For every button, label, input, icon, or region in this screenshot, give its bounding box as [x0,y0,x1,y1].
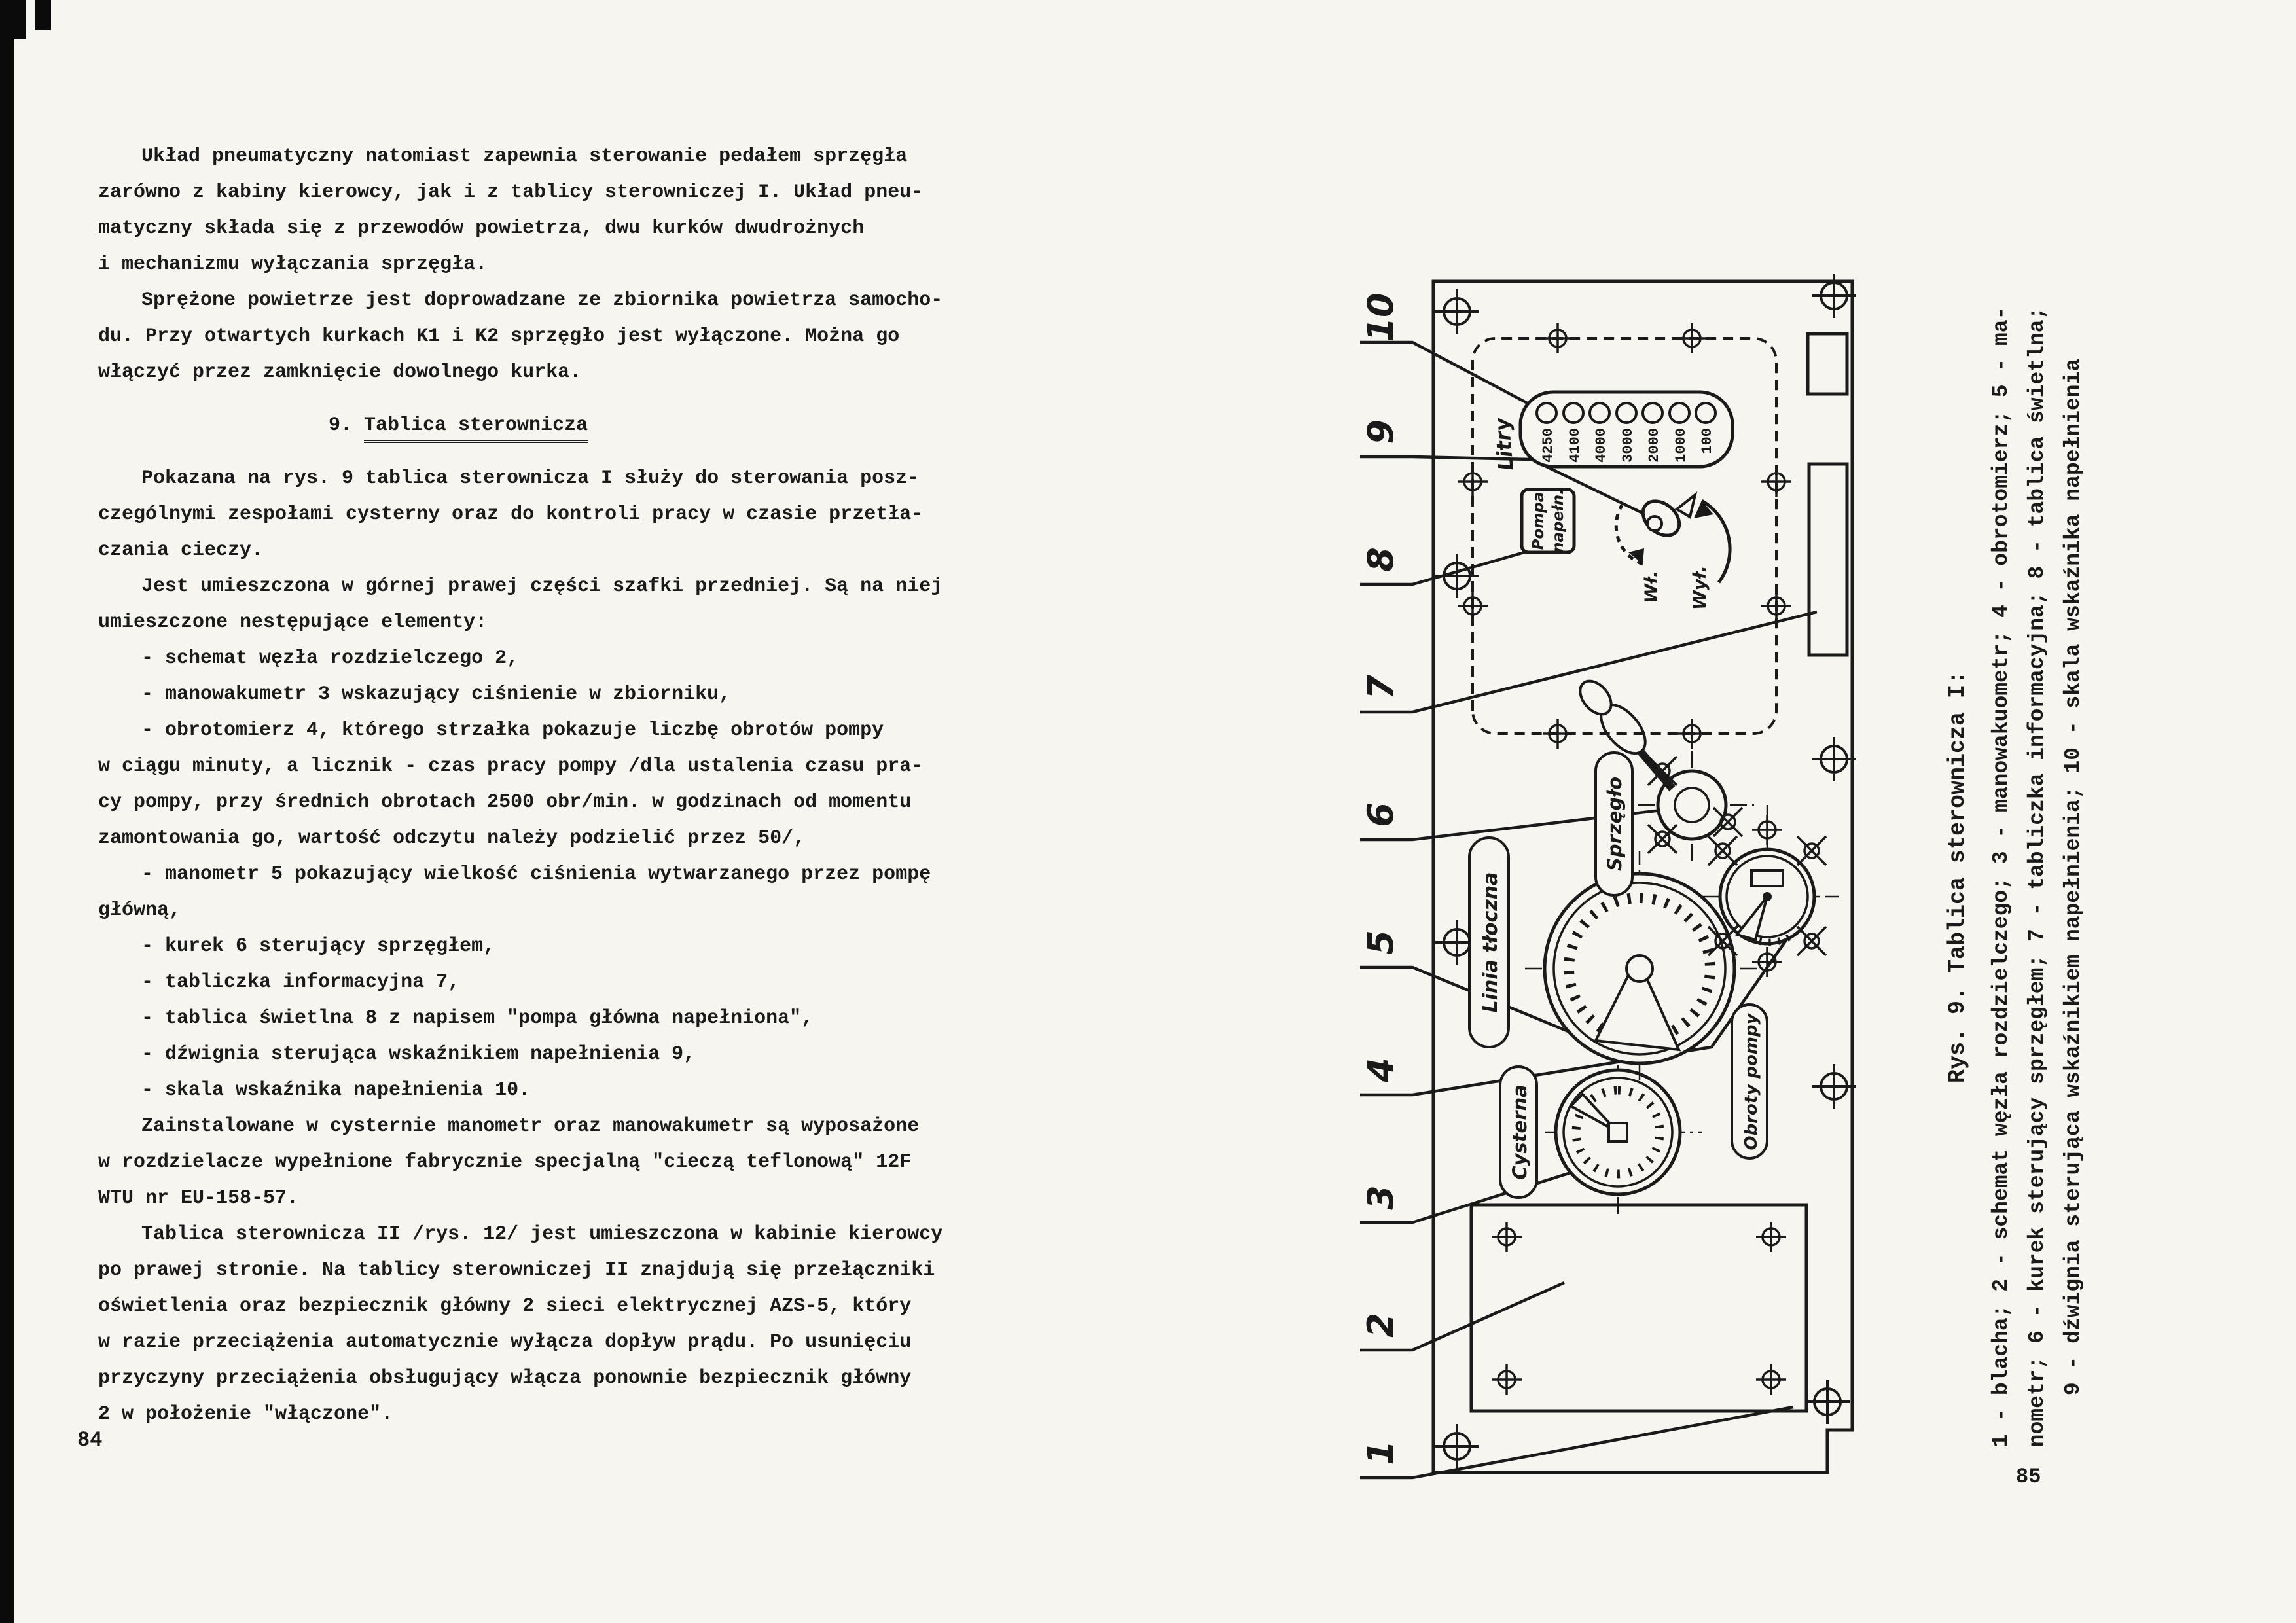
text-line: w rozdzielacze wypełnione fabrycznie specjalną "cieczą teflonową" 12F [98,1151,912,1173]
text-line: przyczyny przeciążenia obsługujący włącza ponownie bezpiecznik główny [98,1367,912,1389]
callout-4: 4 [1360,1058,1401,1082]
page-number-left: 84 [77,1428,103,1452]
tank-gauge-label: Cysterna [1509,1084,1531,1180]
callout-2: 2 [1360,1313,1401,1338]
text-line: - obrotomierz 4, którego strzałka pokazuje liczbę obrotów pompy [141,719,884,741]
rpm-counter-window [1751,870,1783,886]
text-line: główną, [98,899,181,921]
callout-9: 9 [1360,419,1401,444]
caption-line2: nometr; 6 - kurek sterujący sprzęgłem; 7 - tabliczka informacyjna; 8 - tablica świetlna; [2025,306,2049,1448]
clutch-label: Sprzęgło [1604,776,1626,872]
text-line: - manometr 5 pokazujący wielkość ciśnienia wytwarzanego przez pompę [141,863,931,885]
small-plate [1808,334,1847,394]
text-line: Sprężone powietrze jest doprowadzane ze zbiornika powietrza samocho- [141,289,943,312]
text-line: włączyć przez zamknięcie dowolnego kurka. [98,361,582,383]
callout-6: 6 [1360,802,1401,827]
scan-binding-bar [0,0,14,1623]
light-box-line2: napełn. [1550,489,1567,553]
callout-1: 1 [1360,1440,1401,1465]
rpm-gauge-label: Obroty pompy [1742,1013,1761,1150]
tank-gauge-group [1500,1047,1702,1214]
caption-line1: 1 - blacha; 2 - schemat węzła rozdzielczego; 3 - manowakuometr; 4 - obrotomierz; 5 - ma- [1989,306,2013,1448]
text-line: w ciągu minuty, a licznik - czas pracy pompy /dla ustalenia czasu pra- [98,755,924,777]
figure-rotated-container [1335,190,2153,1564]
pump-filled-light-box [1522,489,1574,553]
text-line: Zainstalowane w cysternie manometr oraz manowakumetr są wyposażone [141,1115,920,1137]
discharge-gauge-label: Linia tłoczna [1479,872,1502,1013]
scan-corner-mark [0,0,26,39]
fill-indicator-lever-group [1616,494,1730,610]
page-number-right: 85 [2016,1465,2041,1489]
text-line: - tablica świetlna 8 z napisem "pompa główna napełniona", [141,1007,814,1029]
lamp-value-2: 4100 [1567,428,1583,463]
callout-numbers [1360,293,1401,1465]
text-line: po prawej stronie. Na tablicy sterowniczej II znajdują się przełączniki [98,1259,935,1281]
text-line: 2 w położenie "włączone". [98,1403,393,1425]
lever-on-label: Wł. [1641,570,1662,603]
lamp-value-3: 4000 [1593,428,1609,463]
text-line: czania cieczy. [98,539,264,562]
text-line: WTU nr EU-158-57. [98,1187,299,1209]
callout-8: 8 [1360,547,1401,572]
text-line: Tablica sterownicza II /rys. 12/ jest umieszczona w kabinie kierowcy [141,1223,943,1245]
callout-10: 10 [1360,293,1401,342]
light-box-line1: Pompa [1530,491,1547,550]
callout-3: 3 [1360,1185,1401,1210]
text-line: matyczny składa się z przewodów powietrza, dwu kurków dwudrożnych [98,217,865,240]
schematic-plate-screws [1492,1222,1786,1395]
lamp-value-5: 2000 [1646,428,1662,463]
text-line: - kurek 6 sterujący sprzęgłem, [141,935,495,957]
lamp-value-7: 100 [1699,428,1715,454]
text-line: Jest umieszczona w górnej prawej części szafki przedniej. Są na niej [141,575,943,597]
text-line: zamontowania go, wartość odczytu należy podzielić przez 50/, [98,827,806,849]
text-line: oświetlenia oraz bezpiecznik główny 2 sieci elektrycznej AZS-5, który [98,1295,912,1317]
lamp-value-4: 3000 [1620,428,1636,463]
control-panel-figure [1335,190,2153,1564]
text-line: cy pompy, przy średnich obrotach 2500 obr/min. w godzinach od momentu [98,791,912,813]
text-line: - tabliczka informacyjna 7, [141,971,460,993]
clutch-valve-group [1574,675,1754,895]
text-line: Układ pneumatyczny natomiast zapewnia sterowanie pedałem sprzęgła [141,145,908,168]
lever-off-label: Wył. [1690,565,1710,610]
figure-caption [1945,307,2085,1448]
info-plate [1809,464,1847,655]
scan-edge-mark [35,0,51,30]
text-line: du. Przy otwartych kurkach K1 i K2 sprzęgło jest wyłączone. Można go [98,325,900,348]
lamp-value-6: 1000 [1673,428,1689,463]
text-line: zarówno z kabiny kierowcy, jak i z tablicy sterowniczej I. Układ pneu- [98,181,924,204]
text-line: w razie przeciążenia automatycznie wyłącza dopływ prądu. Po usunięciu [98,1331,912,1353]
caption-title: Rys. 9. Tablica sterownicza I: [1945,670,1971,1084]
text-line: Pokazana na rys. 9 tablica sterownicza I służy do sterowania posz- [141,467,920,490]
text-line: - manowakumetr 3 wskazujący ciśnienie w zbiorniku, [141,683,731,705]
text-line: czególnymi zespołami cysterny oraz do kontroli pracy w czasie przetła- [98,503,924,526]
litry-label: Litry [1490,416,1518,472]
dashed-area-screws [1458,323,1791,749]
caption-line3: 9 - dźwignia sterująca wskaźnikiem napełnienia; 10 - skala wskaźnika napełnienia [2061,358,2085,1396]
text-line: - dźwignia sterująca wskaźnikiem napełnienia 9, [141,1043,696,1065]
left-text [98,139,975,1433]
text-line: - skala wskaźnika napełnienia 10. [141,1079,531,1101]
section-heading: 9. Tablica sterownicza [98,408,975,444]
callout-5: 5 [1360,930,1401,955]
lamp-value-1: 4250 [1540,428,1556,463]
text-line: umieszczone nestępujące elementy: [98,611,488,633]
text-line: i mechanizmu wyłączania sprzęgła. [98,253,488,276]
text-line: - schemat węzła rozdzielczego 2, [141,647,519,669]
callout-7: 7 [1360,675,1401,700]
